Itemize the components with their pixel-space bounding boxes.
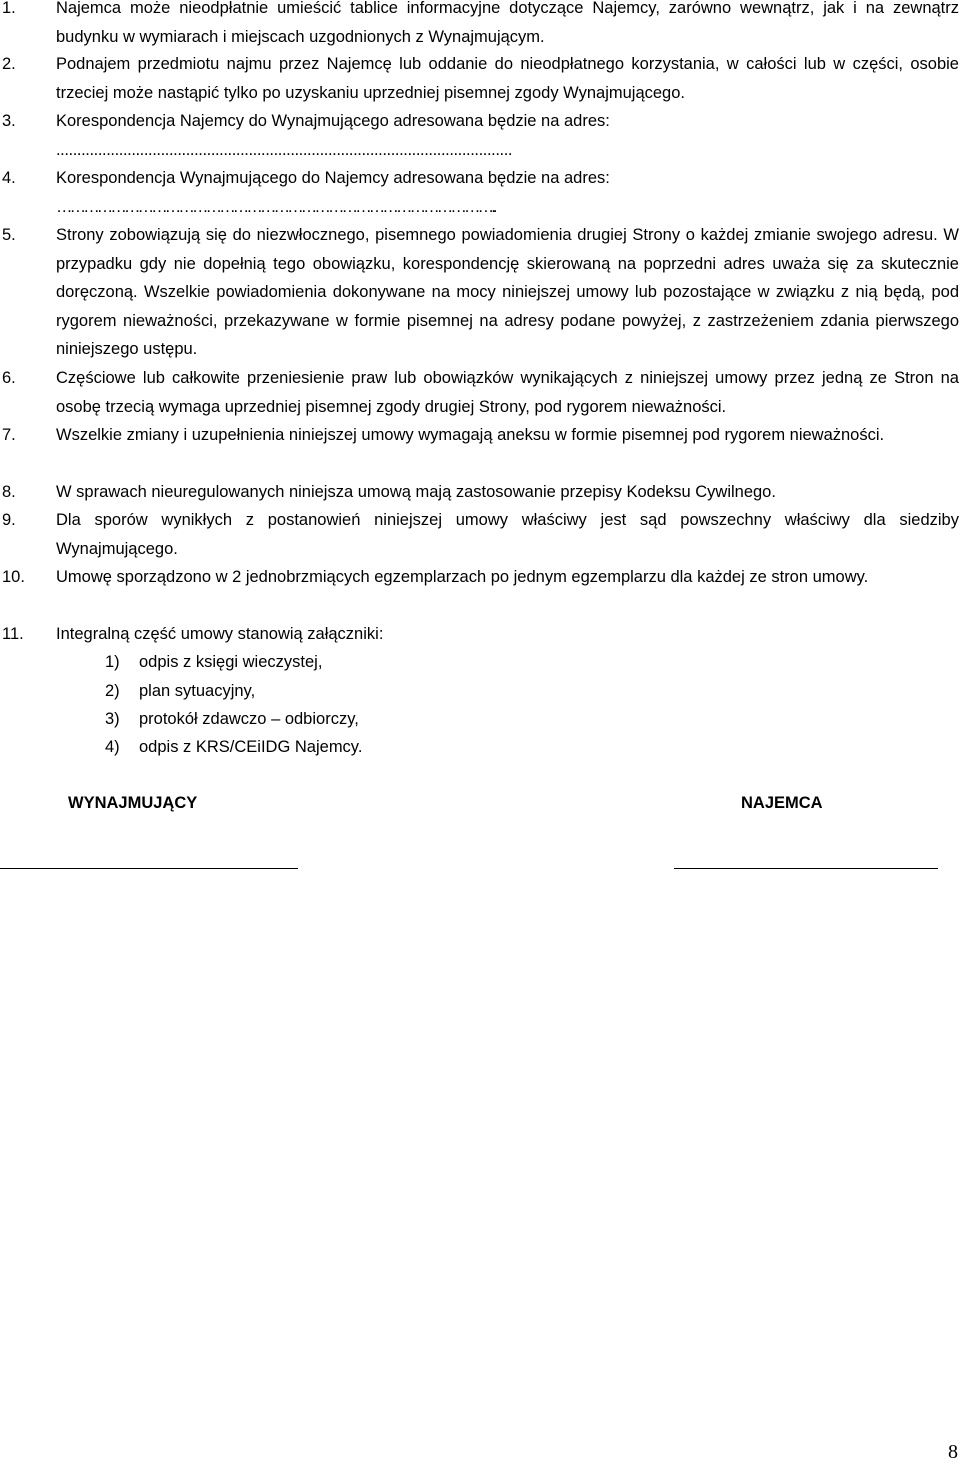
clause-text: Korespondencja Najemcy do Wynajmującego adresowana będzie na adres: bbox=[56, 112, 610, 130]
attachment-number: 1) bbox=[105, 653, 120, 671]
clause-number: 2. bbox=[2, 55, 16, 73]
clause-text: Korespondencja Wynajmującego do Najemcy adresowana będzie na adres: bbox=[56, 169, 610, 187]
clause-number: 9. bbox=[2, 511, 16, 529]
clause-text: Integralną część umowy stanowią załączniki: bbox=[56, 625, 384, 643]
attachment-text: protokół zdawczo – odbiorczy, bbox=[139, 710, 359, 728]
attachment-text: odpis z księgi wieczystej, bbox=[139, 653, 323, 671]
clause-text: Częściowe lub całkowite przeniesienie praw lub obowiązków wynikających z niniejszej umowy przez jedną ze Stron na osobę trzecią wymaga uprzedniej pisemnej zgody drugiej Strony, pod rygorem nieważności. bbox=[56, 369, 959, 416]
clause-number: 3. bbox=[2, 112, 16, 130]
address-fill-line: …………………………………………………………………………………….. bbox=[56, 197, 495, 216]
clause-text: Podnajem przedmiotu najmu przez Najemcę lub oddanie do nieodpłatnego korzystania, w całości lub w części, osobie trzeciej może nastąpić tylko po uzyskaniu uprzedniej pisemnej zgody Wynajmującego. bbox=[56, 55, 959, 102]
signature-label-tenant: NAJEMCA bbox=[741, 794, 823, 812]
signature-line-tenant bbox=[674, 868, 938, 869]
clause-text: Umowę sporządzono w 2 jednobrzmiących egzemplarzach po jednym egzemplarzu dla każdej ze stron umowy. bbox=[56, 568, 869, 586]
clause-number: 7. bbox=[2, 426, 16, 444]
attachment-number: 2) bbox=[105, 682, 120, 700]
clause-number: 8. bbox=[2, 483, 16, 501]
signature-line-landlord bbox=[0, 868, 298, 869]
signature-label-landlord: WYNAJMUJĄCY bbox=[68, 794, 198, 812]
address-fill-line: ............................................................................................................. bbox=[56, 140, 513, 159]
attachment-number: 4) bbox=[105, 738, 120, 756]
clause-number: 10. bbox=[2, 568, 25, 586]
attachment-number: 3) bbox=[105, 710, 120, 728]
attachment-text: odpis z KRS/CEiIDG Najemcy. bbox=[139, 738, 363, 756]
attachment-text: plan sytuacyjny, bbox=[139, 682, 256, 700]
clause-number: 5. bbox=[2, 226, 16, 244]
clause-text: Wszelkie zmiany i uzupełnienia niniejszej umowy wymagają aneksu w formie pisemnej pod rygorem nieważności. bbox=[56, 426, 885, 444]
clause-text: Strony zobowiązują się do niezwłocznego, pisemnego powiadomienia drugiej Strony o każdej zmianie swojego adresu. W przypadku gdy nie dopełnią tego obowiązku, korespondencję skierowaną na poprzedni adres uważa się za skutecznie doręczoną. Wszelkie powiadomienia dokonywane na mocy niniejszej umowy lub pozostające w związku z nią będą, pod rygorem nieważności, przekazywane w formie pisemnej na adresy podane powyżej, z zastrzeżeniem zdania pierwszego niniejszego ustępu. bbox=[56, 226, 959, 359]
clause-text: Najemca może nieodpłatnie umieścić tablice informacyjne dotyczące Najemcy, zarówno wewnątrz, jak i na zewnątrz budynku w wymiarach i miejscach uzgodnionych z Wynajmującym. bbox=[56, 0, 959, 46]
clause-text: Dla sporów wynikłych z postanowień niniejszej umowy właściwy jest sąd powszechny właściwy dla siedziby Wynajmującego. bbox=[56, 511, 959, 558]
clause-number: 4. bbox=[2, 169, 16, 187]
clause-number: 1. bbox=[2, 0, 16, 17]
page-number: 8 bbox=[948, 1441, 958, 1463]
clause-number: 11. bbox=[2, 625, 24, 643]
clause-text: W sprawach nieuregulowanych niniejsza umową mają zastosowanie przepisy Kodeksu Cywilnego. bbox=[56, 483, 776, 501]
clause-number: 6. bbox=[2, 369, 16, 387]
